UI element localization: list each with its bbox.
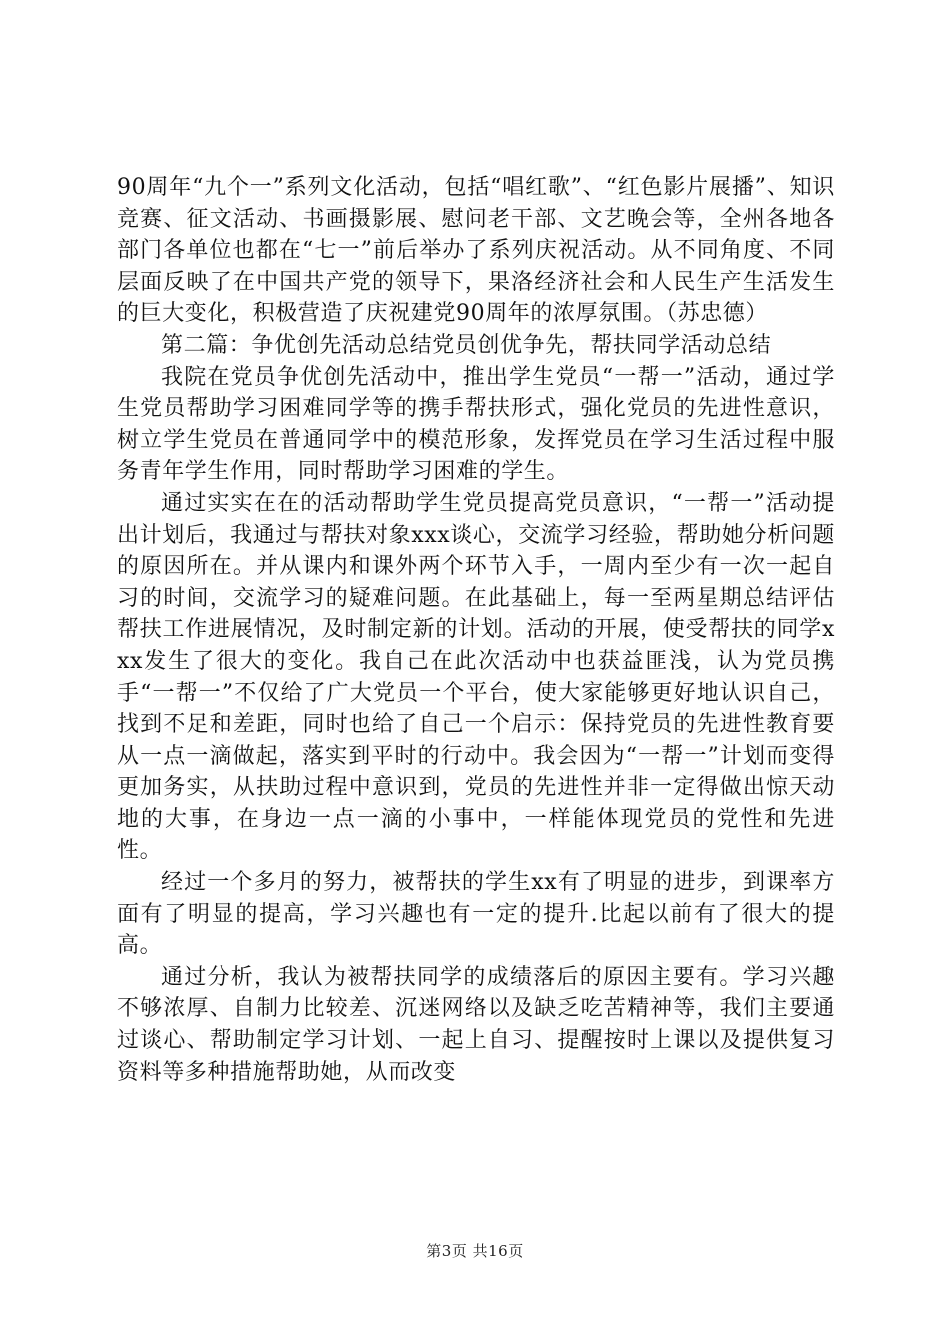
paragraph: 经过一个多月的努力，被帮扶的学生xx有了明显的进步，到课率方面有了明显的提高，学习兴趣也有一定的提升.比起以前有了很大的提高。 xyxy=(117,870,835,959)
page-number: 第3页 共16页 xyxy=(426,1242,524,1260)
paragraph: 通过实实在在的活动帮助学生党员提高党员意识，“一帮一”活动提出计划后，我通过与帮扶对象xxx谈心，交流学习经验，帮助她分析问题的原因所在。并从课内和课外两个环节入手，一周内至少有一次一起自习的时间，交流学习的疑难问题。在此基础上，每一至两星期总结评估帮扶工作进展情况，及时制定新的计划。活动的开展，使受帮扶的同学xxx发生了很大的变化。我自己在此次活动中也获益匪浅，认为党员携手“一帮一”不仅给了广大党员一个平台，使大家能够更好地认识自己，找到不足和差距，同时也给了自己一个启示：保持党员的先进性教育要从一点一滴做起，落实到平时的行动中。我会因为“一帮一”计划而变得更加务实，从扶助过程中意识到，党员的先进性并非一定得做出惊天动地的大事，在身边一点一滴的小事中，一样能体现党员的党性和先进性。 xyxy=(117,490,835,864)
paragraph: 通过分析，我认为被帮扶同学的成绩落后的原因主要有。学习兴趣不够浓厚、自制力比较差、沉迷网络以及缺乏吃苦精神等，我们主要通过谈心、帮助制定学习计划、一起上自习、提醒按时上课以及提供复习资料等多种措施帮助她，从而改变 xyxy=(117,964,835,1085)
paragraph-continuation: 90周年“九个一”系列文化活动，包括“唱红歌”、“红色影片展播”、知识竞赛、征文活动、书画摄影展、慰问老干部、文艺晚会等，全州各地各部门各单位也都在“七一”前后举办了系列庆祝活动。从不同角度、不同层面反映了在中国共产党的领导下，果洛经济社会和人民生产生活发生的巨大变化，积极营造了庆祝建党90周年的浓厚氛围。（苏忠德） xyxy=(117,175,835,327)
body-text xyxy=(117,172,835,1088)
section-heading: 第二篇：争优创先活动总结党员创优争先，帮扶同学活动总结 xyxy=(161,332,772,358)
paragraph: 我院在党员争优创先活动中，推出学生党员“一帮一”活动，通过学生党员帮助学习困难同学等的携手帮扶形式，强化党员的先进性意识，树立学生党员在普通同学中的模范形象，发挥党员在学习生活过程中服务青年学生作用，同时帮助学习困难的学生。 xyxy=(117,364,835,485)
